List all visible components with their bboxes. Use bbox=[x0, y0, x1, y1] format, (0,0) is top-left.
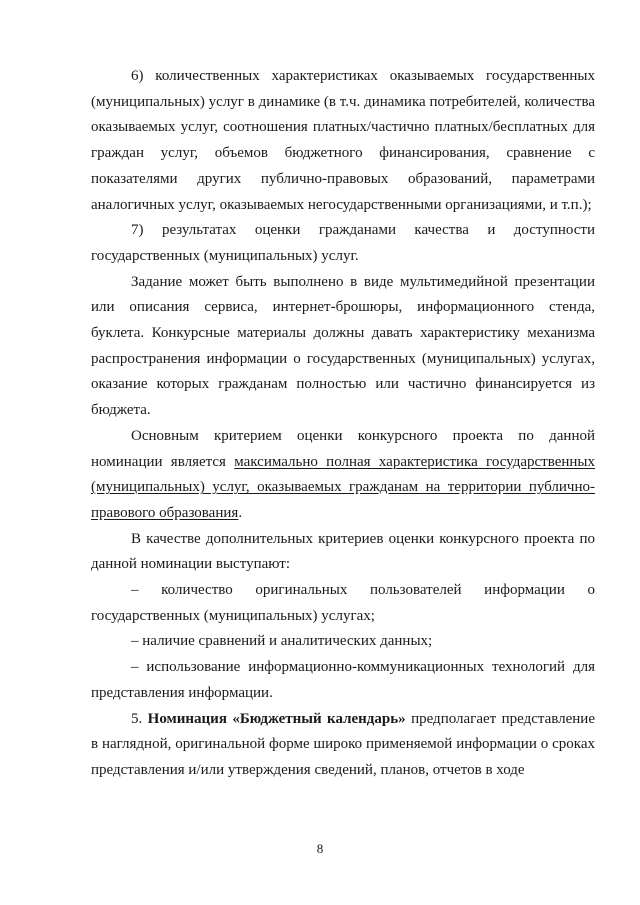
paragraph-nomination-5 bbox=[91, 707, 595, 784]
nomination-number: 5. bbox=[131, 710, 148, 727]
bullet-comparisons: – наличие сравнений и аналитических данных; bbox=[131, 633, 433, 650]
paragraph-item-7: 7) результатах оценки гражданами качества и доступности государственных (муниципальных) услуг. bbox=[91, 222, 595, 264]
criterion-suffix: . bbox=[238, 504, 243, 521]
paragraph-main-criterion bbox=[91, 424, 595, 527]
bullet-original-users: – количество оригинальных пользователей информации о государственных (муниципальных) услугах; bbox=[91, 582, 595, 624]
paragraph-additional-criteria: В качестве дополнительных критериев оценки конкурсного проекта по данной номинации выступают: bbox=[91, 530, 595, 573]
paragraph-item-6: 6) количественных характеристиках оказываемых государственных (муниципальных) услуг в динамике (в т.ч. динамика потребителей, количества оказываемых услуг, соотношения платных/частично платных/бесплатных для граждан услуг, объемов бюджетного финансирования, сравнение с показателями других публично-правовых образований, параметрами аналогичных услуг, оказываемых негосударственными организациями, и т.п.); bbox=[91, 68, 595, 213]
nomination-description: предполагает представление в наглядной, оригинальной форме широко применяемой информации о сроках представления и/или утверждения сведений, планов, отчетов в ходе bbox=[91, 710, 595, 778]
criterion-prefix: Основным критерием оценки конкурсного проекта по данной номинации является bbox=[91, 427, 595, 470]
nomination-title: Номинация «Бюджетный календарь» bbox=[147, 710, 406, 727]
paragraph-task: Задание может быть выполнено в виде мультимедийной презентации или описания сервиса, интернет-брошюры, информационного стенда, буклета. Конкурсные материалы должны давать характеристику механизма распространения информации о государственных (муниципальных) услугах, оказание которых гражданам полностью или частично финансируется из бюджета. bbox=[91, 273, 595, 419]
criterion-underlined: максимально полная характеристика государственных (муниципальных) услуг, оказываемых гражданам на территории публично-правового образования bbox=[91, 453, 595, 521]
bullet-ict: – использование информационно-коммуникационных технологий для представления информации. bbox=[91, 659, 595, 701]
page-number: 8 bbox=[316, 841, 324, 856]
body-text bbox=[91, 64, 595, 784]
